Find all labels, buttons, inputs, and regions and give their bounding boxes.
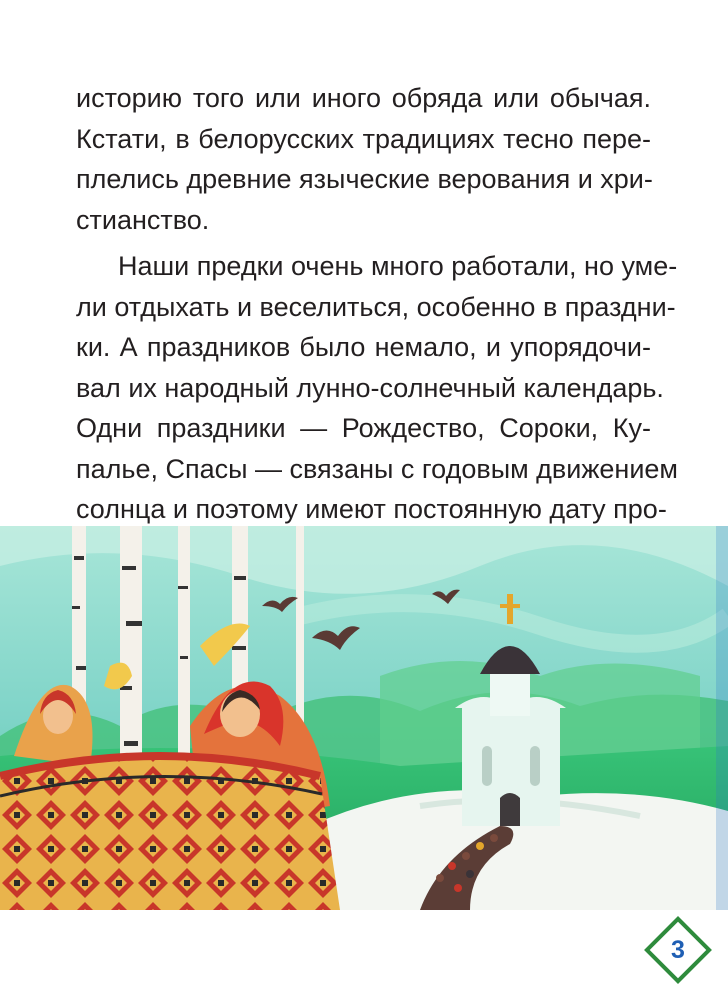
text-line: палье, Спасы — связаны с годовым движением (76, 453, 678, 484)
text-line: Кстати, в белорусских традициях тесно пере- (76, 123, 651, 154)
text-line: ли отдыхать и веселиться, особенно в праздни- (76, 291, 676, 322)
text-line: стианство. (76, 204, 210, 235)
paragraph-1 (76, 78, 651, 240)
text-line: плелись древние языческие верования и хри- (76, 164, 653, 194)
text-line: Наши предки очень много работали, но уме- (118, 251, 678, 281)
text-line: историю того или иного обряда или обычая. (76, 83, 651, 113)
text-line: Одни праздники — Рождество, Сороки, Ку- (76, 413, 651, 443)
body-text (76, 78, 678, 570)
folk-holiday-illustration (0, 526, 728, 910)
text-line: вал их народный лунно-солнечный календарь. (76, 372, 664, 403)
text-line: солнца и поэтому имеют постоянную дату про- (76, 494, 667, 524)
page-number: 3 (671, 935, 685, 964)
paragraph-2 (76, 246, 678, 570)
page-number-badge (643, 915, 713, 985)
embroidered-towel (0, 756, 340, 910)
text-line: ки. А праздников было немало, и упорядочи- (76, 332, 651, 362)
